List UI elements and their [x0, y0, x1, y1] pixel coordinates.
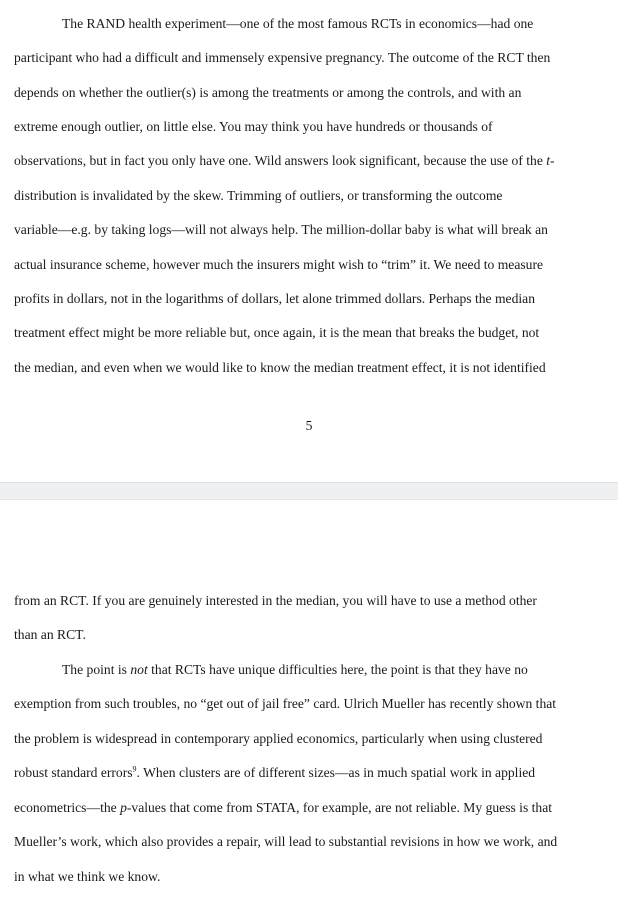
page-number: 5	[305, 418, 313, 433]
text-line	[14, 764, 614, 782]
text-segment: observations, but in fact you only have one. Wild answers look significant, because the use of the	[14, 153, 547, 168]
text-line: participant who had a difficult and immensely expensive pregnancy. The outcome of the RCT then	[14, 50, 551, 65]
text-segment: that RCTs have unique difficulties here, the point is that they have no	[147, 662, 528, 677]
page-separator	[0, 482, 618, 500]
text-line: the problem is widespread in contemporary applied economics, particularly when using clustered	[14, 731, 543, 746]
document-page-bottom	[0, 500, 618, 898]
italic-p: p	[120, 800, 127, 815]
text-line: in what we think we know.	[14, 869, 161, 884]
text-segment: -values that come from STATA, for example, are not reliable. My guess is that	[126, 800, 553, 815]
text-line	[14, 799, 614, 817]
text-line: Mueller’s work, which also provides a repair, will lead to substantial revisions in how we work, and	[14, 834, 558, 849]
italic-not: not	[130, 662, 148, 677]
text-segment: . When clusters are of different sizes—as in much spatial work in applied	[136, 765, 536, 780]
text-segment: econometrics—the	[14, 800, 121, 815]
text-line: distribution is invalidated by the skew. Trimming of outliers, or transforming the outcome	[14, 188, 503, 203]
text-line: actual insurance scheme, however much the insurers might wish to “trim” it. We need to measure	[14, 257, 544, 272]
text-line: variable—e.g. by taking logs—will not always help. The million-dollar baby is what will break an	[14, 222, 548, 237]
footnote-marker: 9	[132, 764, 137, 774]
text-line: The RAND health experiment—one of the most famous RCTs in economics—had one	[62, 16, 534, 31]
text-segment: robust standard errors	[14, 765, 133, 780]
text-segment: The point is	[62, 662, 131, 677]
text-line: exemption from such troubles, no “get out of jail free” card. Ulrich Mueller has recently shown that	[14, 696, 557, 711]
text-line: than an RCT.	[14, 627, 86, 642]
text-line	[62, 661, 618, 679]
text-line: profits in dollars, not in the logarithms of dollars, let alone trimmed dollars. Perhaps the median	[14, 291, 535, 306]
italic-t: t-	[546, 153, 555, 168]
text-line: treatment effect might be more reliable but, once again, it is the mean that breaks the budget, not	[14, 325, 540, 340]
text-line: depends on whether the outlier(s) is among the treatments or among the controls, and with an	[14, 85, 522, 100]
text-line: from an RCT. If you are genuinely interested in the median, you will have to use a method other	[14, 593, 537, 608]
text-line: the median, and even when we would like to know the median treatment effect, it is not identified	[14, 360, 546, 375]
text-line	[14, 152, 614, 170]
text-line: extreme enough outlier, on little else. You may think you have hundreds or thousands of	[14, 119, 493, 134]
